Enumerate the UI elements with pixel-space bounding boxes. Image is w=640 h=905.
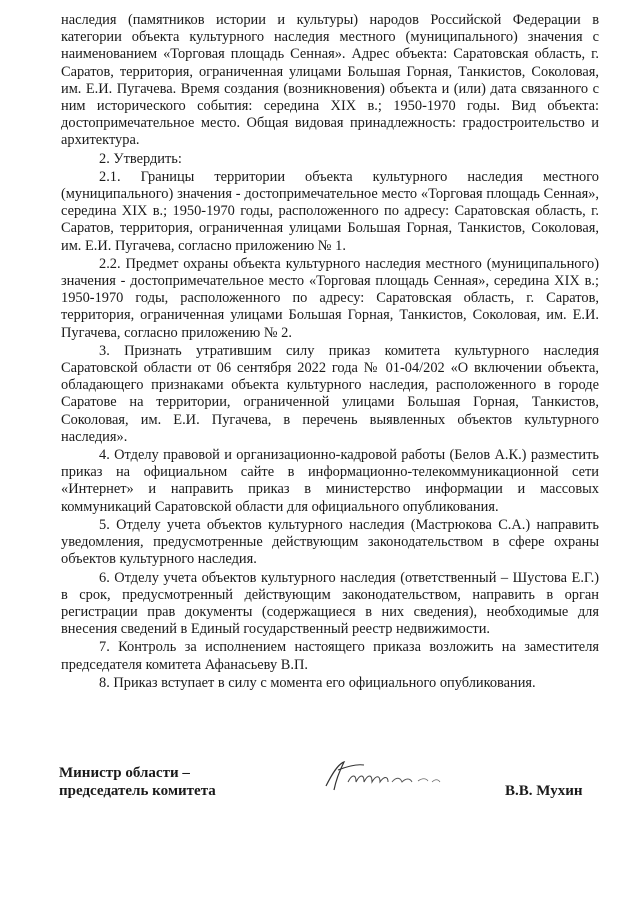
paragraph-2: 2. Утвердить: [99,150,182,167]
signatory-name: В.В. Мухин [505,783,583,799]
paragraph-8: 8. Приказ вступает в силу с момента его официального опубликования. [99,674,536,691]
paragraph-5: 5. Отделу учета объектов культурного наследия (Мастрюкова С.А.) направить уведомления, предусмотренные действующим законодательством в сфере охраны объектов культурного наследия. [61,516,599,568]
paragraph-6: 6. Отделу учета объектов культурного наследия (ответственный – Шустова Е.Г.) в срок, предусмотренный действующим законодательством, направить в орган регистрации прав документы (содержащиеся в них сведения), необходимые для внесения сведений в Единый государственный реестр недвижимости. [61,569,599,638]
document-body [61,12,599,692]
signatory-title-line2: председатель комитета [59,783,216,799]
paragraph-continuation: наследия (памятников истории и культуры) народов Российской Федерации в категории объекта культурного наследия местного (муниципального) значения с наименованием «Торговая площадь Сенная». Адрес объекта: Саратовская область, г. Саратов, территория, ограниченная улицами Большая Горная, Танкистов, Соколовая, им. Е.И. Пугачева. Время создания (возникновения) объекта и (или) дата связанного с ним исторического события: середина XIX в.; 1950-1970 годы. Вид объекта: достопримечательное место. Общая видовая принадлежность: градостроительство и архитектура. [61,12,599,149]
paragraph-4: 4. Отделу правовой и организационно-кадровой работы (Белов А.К.) разместить приказ на официальном сайте в информационно-телекоммуникационной сети «Интернет» и направить приказ в министерство информации и массовых коммуникаций Саратовской области для официального опубликования. [61,447,599,515]
paragraph-3: 3. Признать утратившим силу приказ комитета культурного наследия Саратовской области от 06 сентября 2022 года № 01-04/202 «О включении объекта, обладающего признаками объекта культурного наследия, расположенного в городе Саратове на территории, ограниченной улицами Большая Горная, Танкистов, Соколовая, им. Е.И. Пугачева, в перечень выявленных объектов культурного наследия». [61,342,599,445]
signatory-title [59,764,216,800]
paragraph-2-2: 2.2. Предмет охраны объекта культурного наследия местного (муниципального) значения - достопримечательное место «Торговая площадь Сенная», середина XIX в.; 1950-1970 годы, расположенного по адресу: Саратовская область, г. Саратов, территория, ограниченная улицами Большая Горная, Танкистов, Соколовая, им. Е.И. Пугачева, согласно приложению № 2. [61,255,599,341]
signatory-title-line1: Министр области – [59,765,190,781]
handwritten-signature-icon [318,756,448,798]
paragraph-2-1: 2.1. Границы территории объекта культурного наследия местного (муниципального) значения - достопримечательное место «Торговая площадь Сенная», середина XIX в.; 1950-1970 годы, расположенного по адресу: Саратовская область, г. Саратов, территория, ограниченная улицами Большая Горная, Танкистов, Соколовая, им. Е.И. Пугачева, согласно приложению № 1. [61,168,599,254]
paragraph-7: 7. Контроль за исполнением настоящего приказа возложить на заместителя председателя комитета Афанасьеву В.П. [61,639,599,673]
